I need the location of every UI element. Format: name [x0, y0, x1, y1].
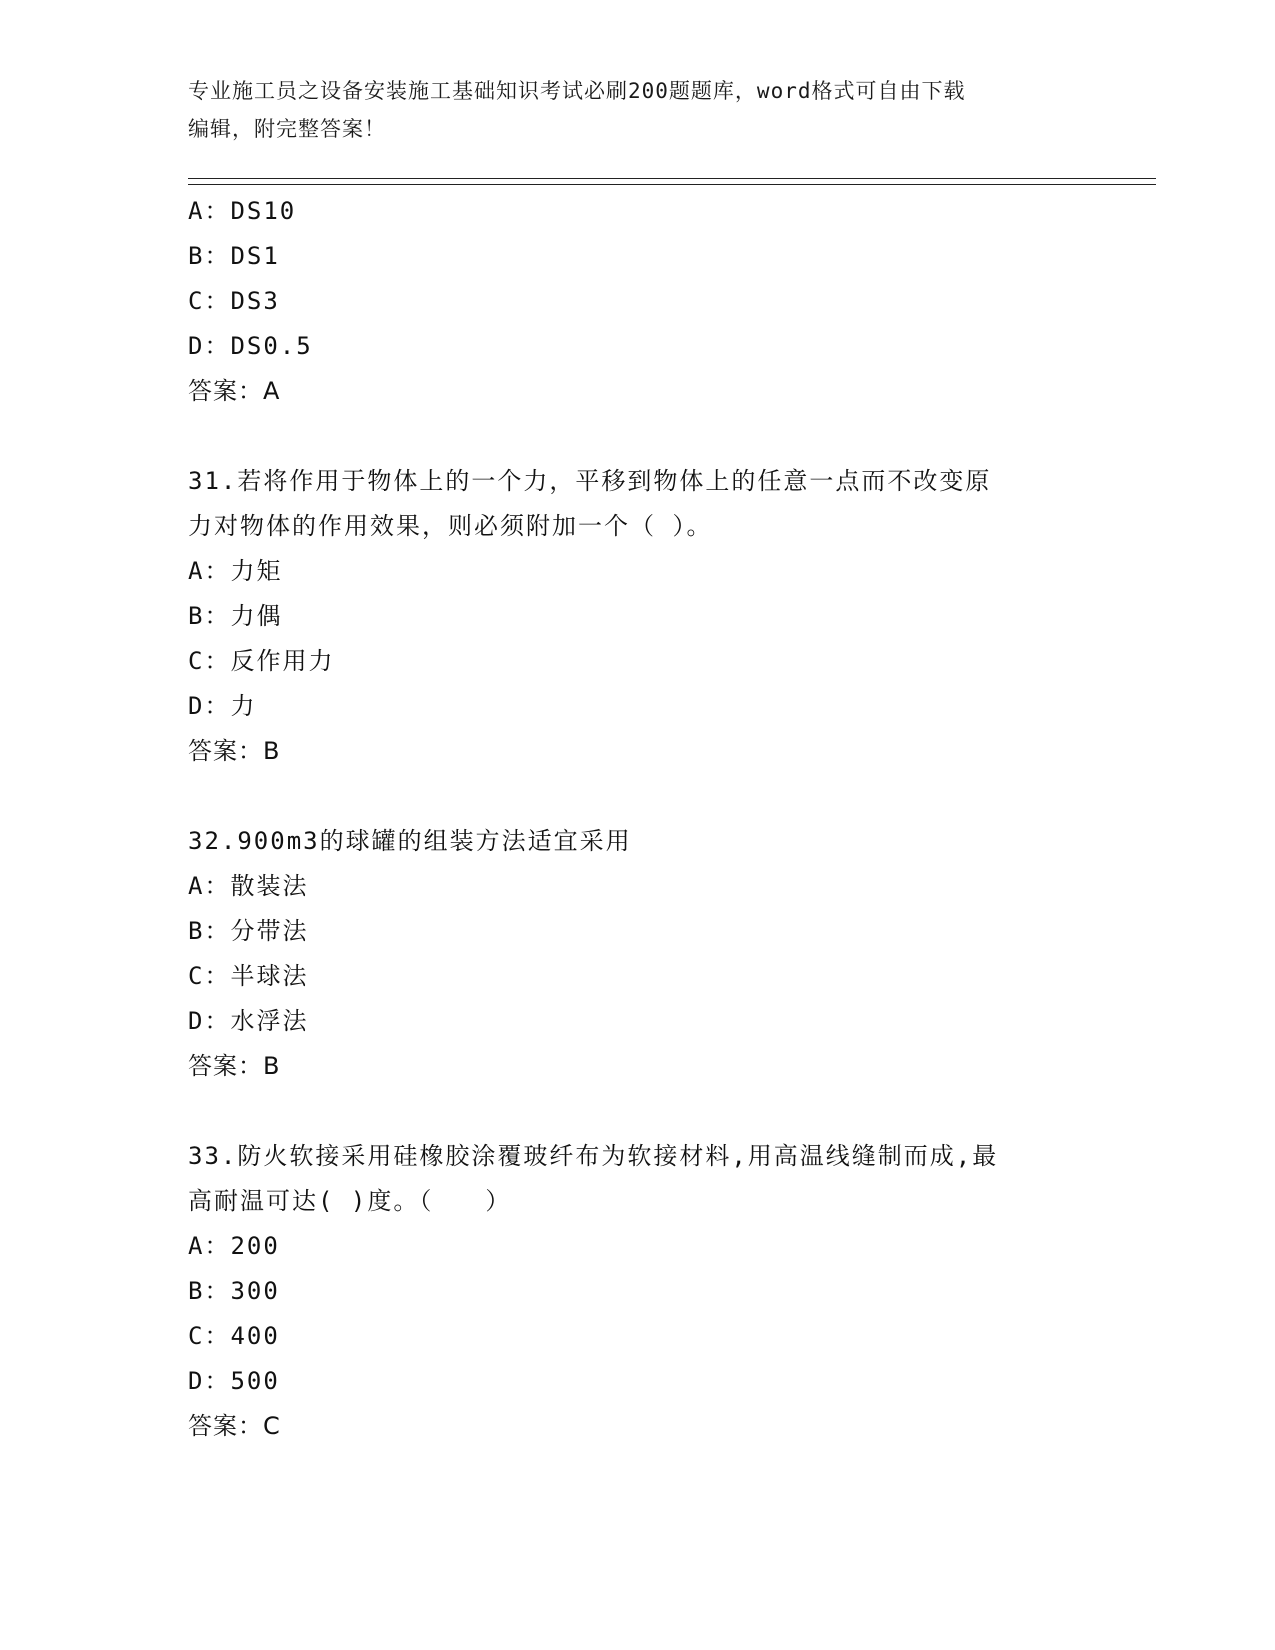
question-31-stem-line-2: 力对物体的作用效果，则必须附加一个（ ）。 [188, 512, 713, 540]
option-d: D：DS0.5 [188, 332, 313, 360]
question-33-option-c: C：400 [188, 1322, 280, 1350]
header-line-1: 专业施工员之设备安装施工基础知识考试必刷200题题库，word格式可自由下载 [188, 79, 966, 103]
question-33-option-b: B：300 [188, 1277, 280, 1305]
question-32-option-d: D：水浮法 [188, 1007, 309, 1035]
option-c: C：DS3 [188, 287, 280, 315]
question-33-stem-line-1: 33.防火软接采用硅橡胶涂覆玻纤布为软接材料,用高温线缝制而成,最 [188, 1142, 999, 1170]
option-b: B：DS1 [188, 242, 280, 270]
header-divider-top [188, 178, 1156, 179]
question-32-option-c: C：半球法 [188, 962, 309, 990]
question-31-option-a: A：力矩 [188, 557, 283, 585]
question-31-option-d: D：力 [188, 692, 257, 720]
question-32-option-b: B：分带法 [188, 917, 309, 945]
question-32-answer: 答案：B [188, 1052, 281, 1080]
option-a: A：DS10 [188, 197, 297, 225]
question-32-stem-line-1: 32.900m3的球罐的组装方法适宜采用 [188, 827, 632, 855]
answer-line: 答案：A [188, 377, 281, 405]
question-33-option-a: A：200 [188, 1232, 280, 1260]
header-line-2: 编辑，附完整答案！ [188, 117, 386, 141]
question-31-option-b: B：力偶 [188, 602, 283, 630]
question-32-option-a: A：散装法 [188, 872, 309, 900]
document-header [188, 72, 1068, 148]
question-33-stem-line-2: 高耐温可达( )度。（ ） [188, 1187, 512, 1215]
question-31-option-c: C：反作用力 [188, 647, 335, 675]
question-31-stem-line-1: 31.若将作用于物体上的一个力，平移到物体上的任意一点而不改变原 [188, 467, 992, 495]
question-31-answer: 答案：B [188, 737, 281, 765]
question-33-option-d: D：500 [188, 1367, 280, 1395]
header-divider-bottom [188, 184, 1156, 185]
question-33-answer: 答案：C [188, 1412, 281, 1440]
